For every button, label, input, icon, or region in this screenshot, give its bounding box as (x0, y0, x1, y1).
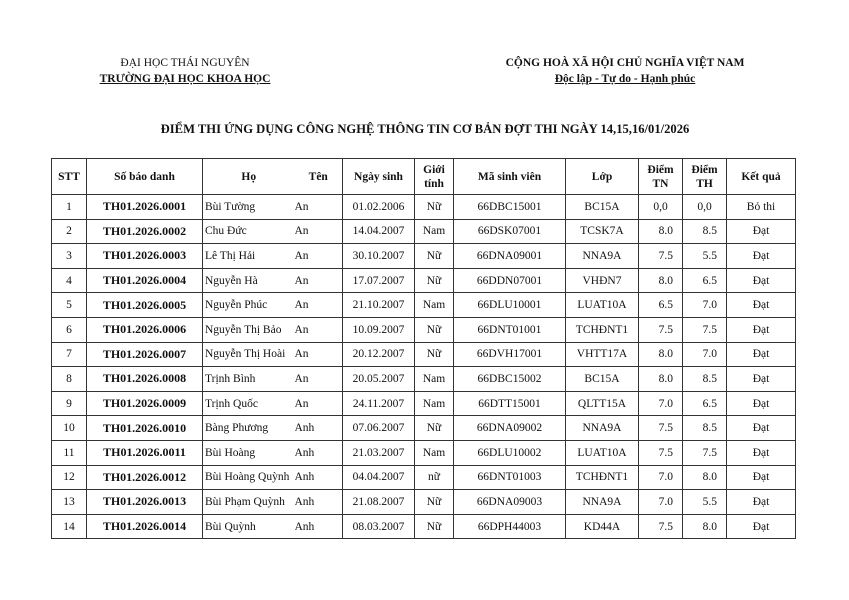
cell-gioi-tinh: Nữ (415, 268, 454, 293)
cell-gioi-tinh: nữ (415, 465, 454, 490)
cell-sbd: TH01.2026.0001 (87, 195, 203, 220)
cell-stt: 14 (52, 514, 87, 539)
cell-lop: LUAT10A (566, 440, 639, 465)
cell-diem-th: 0,0 (683, 195, 727, 220)
cell-lop: NNA9A (566, 416, 639, 441)
cell-ngay-sinh: 21.10.2007 (343, 293, 415, 318)
table-row (52, 367, 796, 392)
cell-diem-th: 7.5 (683, 317, 727, 342)
header-diem-tn (639, 159, 683, 195)
cell-stt: 11 (52, 440, 87, 465)
header-right (480, 55, 770, 87)
cell-stt: 6 (52, 317, 87, 342)
cell-sbd: TH01.2026.0014 (87, 514, 203, 539)
cell-gioi-tinh: Nữ (415, 490, 454, 515)
cell-lop: QLTT15A (566, 391, 639, 416)
cell-gioi-tinh: Nữ (415, 195, 454, 220)
cell-ten: Anh (295, 490, 343, 515)
cell-ngay-sinh: 10.09.2007 (343, 317, 415, 342)
cell-msv: 66DNA09001 (454, 244, 566, 269)
cell-ten: An (295, 244, 343, 269)
cell-diem-th: 6.5 (683, 268, 727, 293)
cell-lop: NNA9A (566, 490, 639, 515)
cell-sbd: TH01.2026.0004 (87, 268, 203, 293)
cell-sbd: TH01.2026.0010 (87, 416, 203, 441)
table-row (52, 391, 796, 416)
cell-diem-tn: 7.5 (639, 317, 683, 342)
header-ngay-sinh: Ngày sinh (343, 159, 415, 195)
cell-sbd: TH01.2026.0013 (87, 490, 203, 515)
cell-ngay-sinh: 14.04.2007 (343, 219, 415, 244)
cell-ten: An (295, 195, 343, 220)
cell-diem-th: 5.5 (683, 244, 727, 269)
cell-ket-qua: Đạt (727, 514, 796, 539)
cell-ket-qua: Đạt (727, 391, 796, 416)
cell-ket-qua: Đạt (727, 219, 796, 244)
cell-sbd: TH01.2026.0009 (87, 391, 203, 416)
cell-ho: Bùi Tường (203, 195, 295, 220)
table-row (52, 219, 796, 244)
cell-msv: 66DBC15001 (454, 195, 566, 220)
cell-ket-qua: Đạt (727, 416, 796, 441)
cell-ten: Anh (295, 514, 343, 539)
cell-stt: 5 (52, 293, 87, 318)
cell-msv: 66DNA09003 (454, 490, 566, 515)
cell-diem-tn: 8.0 (639, 342, 683, 367)
cell-ngay-sinh: 04.04.2007 (343, 465, 415, 490)
table-row (52, 195, 796, 220)
cell-msv: 66DNT01001 (454, 317, 566, 342)
cell-ho: Nguyễn Thị Hoài (203, 342, 295, 367)
cell-ten: An (295, 367, 343, 392)
cell-msv: 66DPH44003 (454, 514, 566, 539)
cell-diem-tn: 7.5 (639, 244, 683, 269)
grades-table (51, 158, 796, 539)
cell-ket-qua: Đạt (727, 440, 796, 465)
cell-lop: NNA9A (566, 244, 639, 269)
cell-gioi-tinh: Nam (415, 367, 454, 392)
cell-diem-th: 7.0 (683, 342, 727, 367)
cell-ten: An (295, 219, 343, 244)
cell-msv: 66DLU10001 (454, 293, 566, 318)
cell-ngay-sinh: 20.12.2007 (343, 342, 415, 367)
header-gioi-tinh-line2: tính (424, 177, 444, 190)
cell-msv: 66DLU10002 (454, 440, 566, 465)
cell-ket-qua: Đạt (727, 342, 796, 367)
cell-lop: LUAT10A (566, 293, 639, 318)
cell-sbd: TH01.2026.0005 (87, 293, 203, 318)
cell-sbd: TH01.2026.0007 (87, 342, 203, 367)
cell-ho: Bùi Quỳnh (203, 514, 295, 539)
header-lop: Lớp (566, 159, 639, 195)
cell-diem-tn: 7.5 (639, 440, 683, 465)
cell-lop: VHĐN7 (566, 268, 639, 293)
cell-sbd: TH01.2026.0008 (87, 367, 203, 392)
cell-sbd: TH01.2026.0002 (87, 219, 203, 244)
table-header-row (52, 159, 796, 195)
cell-ten: Anh (295, 440, 343, 465)
cell-lop: TCHĐNT1 (566, 465, 639, 490)
cell-diem-tn: 8.0 (639, 268, 683, 293)
cell-ho: Trịnh Bình (203, 367, 295, 392)
cell-ket-qua: Đạt (727, 367, 796, 392)
cell-ten: An (295, 293, 343, 318)
header-tn-line1: Điểm (647, 163, 674, 176)
cell-diem-th: 8.5 (683, 416, 727, 441)
cell-gioi-tinh: Nam (415, 293, 454, 318)
cell-diem-th: 8.0 (683, 465, 727, 490)
header-tn-line2: TN (652, 177, 669, 190)
cell-ngay-sinh: 07.06.2007 (343, 416, 415, 441)
cell-gioi-tinh: Nam (415, 440, 454, 465)
cell-ho: Trịnh Quốc (203, 391, 295, 416)
cell-diem-th: 8.5 (683, 367, 727, 392)
cell-stt: 9 (52, 391, 87, 416)
table-row (52, 342, 796, 367)
cell-msv: 66DTT15001 (454, 391, 566, 416)
cell-diem-th: 6.5 (683, 391, 727, 416)
cell-msv: 66DNT01003 (454, 465, 566, 490)
cell-gioi-tinh: Nữ (415, 416, 454, 441)
cell-msv: 66DDN07001 (454, 268, 566, 293)
cell-ten: An (295, 391, 343, 416)
header-left (60, 55, 310, 87)
cell-ket-qua: Đạt (727, 244, 796, 269)
cell-gioi-tinh: Nữ (415, 342, 454, 367)
table-row (52, 317, 796, 342)
cell-ho: Nguyễn Hà (203, 268, 295, 293)
cell-stt: 2 (52, 219, 87, 244)
cell-gioi-tinh: Nữ (415, 244, 454, 269)
cell-stt: 3 (52, 244, 87, 269)
header-msv: Mã sinh viên (454, 159, 566, 195)
cell-diem-tn: 7.5 (639, 416, 683, 441)
cell-ngay-sinh: 24.11.2007 (343, 391, 415, 416)
table-row (52, 293, 796, 318)
cell-ten: Anh (295, 416, 343, 441)
cell-msv: 66DNA09002 (454, 416, 566, 441)
cell-lop: BC15A (566, 367, 639, 392)
cell-ngay-sinh: 17.07.2007 (343, 268, 415, 293)
cell-diem-tn: 7.0 (639, 490, 683, 515)
cell-stt: 4 (52, 268, 87, 293)
cell-diem-th: 7.0 (683, 293, 727, 318)
cell-ngay-sinh: 21.03.2007 (343, 440, 415, 465)
header-th-line1: Điểm (691, 163, 718, 176)
cell-stt: 13 (52, 490, 87, 515)
cell-sbd: TH01.2026.0003 (87, 244, 203, 269)
cell-ket-qua: Đạt (727, 317, 796, 342)
cell-ket-qua: Đạt (727, 268, 796, 293)
cell-msv: 66DSK07001 (454, 219, 566, 244)
header-th-line2: TH (696, 177, 713, 190)
national-motto: CỘNG HOÀ XÃ HỘI CHỦ NGHĨA VIỆT NAM (505, 57, 745, 69)
document-title: ĐIỂM THI ỨNG DỤNG CÔNG NGHỆ THÔNG TIN CƠ BẢN ĐỢT THI NGÀY 14,15,16/01/2026 (160, 122, 690, 136)
cell-ten: Anh (295, 465, 343, 490)
university-name: ĐẠI HỌC THÁI NGUYÊN (120, 57, 250, 69)
cell-diem-th: 7.5 (683, 440, 727, 465)
header-gioi-tinh-line1: Giới (423, 163, 445, 176)
table-row (52, 490, 796, 515)
cell-ho: Nguyễn Phúc (203, 293, 295, 318)
cell-diem-tn: 7.5 (639, 514, 683, 539)
cell-ho: Bùi Hoàng (203, 440, 295, 465)
cell-diem-th: 5.5 (683, 490, 727, 515)
cell-lop: VHTT17A (566, 342, 639, 367)
cell-msv: 66DVH17001 (454, 342, 566, 367)
table-row (52, 465, 796, 490)
cell-ho: Bùi Phạm Quỳnh (203, 490, 295, 515)
header-ket-qua: Kết quả (727, 159, 796, 195)
cell-gioi-tinh: Nam (415, 219, 454, 244)
cell-sbd: TH01.2026.0006 (87, 317, 203, 342)
cell-ngay-sinh: 21.08.2007 (343, 490, 415, 515)
national-slogan: Độc lập - Tự do - Hạnh phúc (554, 73, 696, 85)
cell-ho: Bàng Phương (203, 416, 295, 441)
header-stt: STT (52, 159, 87, 195)
table-row (52, 514, 796, 539)
cell-diem-tn: 8.0 (639, 367, 683, 392)
table-row (52, 440, 796, 465)
cell-ten: An (295, 317, 343, 342)
cell-msv: 66DBC15002 (454, 367, 566, 392)
header-ho: Họ (203, 159, 295, 195)
header-diem-th (683, 159, 727, 195)
cell-diem-tn: 0,0 (639, 195, 683, 220)
cell-ngay-sinh: 08.03.2007 (343, 514, 415, 539)
cell-ket-qua: Đạt (727, 293, 796, 318)
cell-stt: 7 (52, 342, 87, 367)
cell-ngay-sinh: 01.02.2006 (343, 195, 415, 220)
cell-stt: 8 (52, 367, 87, 392)
cell-ho: Chu Đức (203, 219, 295, 244)
cell-ngay-sinh: 30.10.2007 (343, 244, 415, 269)
cell-stt: 1 (52, 195, 87, 220)
cell-gioi-tinh: Nữ (415, 317, 454, 342)
cell-lop: TCSK7A (566, 219, 639, 244)
cell-gioi-tinh: Nam (415, 391, 454, 416)
header-gioi-tinh (415, 159, 454, 195)
table-row (52, 416, 796, 441)
table-row (52, 244, 796, 269)
cell-diem-tn: 7.0 (639, 465, 683, 490)
cell-diem-tn: 6.5 (639, 293, 683, 318)
cell-ket-qua: Bỏ thi (727, 195, 796, 220)
cell-ho: Bùi Hoàng Quỳnh (203, 465, 295, 490)
cell-diem-tn: 7.0 (639, 391, 683, 416)
cell-diem-th: 8.0 (683, 514, 727, 539)
cell-lop: TCHĐNT1 (566, 317, 639, 342)
cell-sbd: TH01.2026.0012 (87, 465, 203, 490)
cell-gioi-tinh: Nữ (415, 514, 454, 539)
cell-ket-qua: Đạt (727, 490, 796, 515)
school-name: TRƯỜNG ĐẠI HỌC KHOA HỌC (99, 73, 271, 85)
cell-ngay-sinh: 20.05.2007 (343, 367, 415, 392)
cell-ten: An (295, 342, 343, 367)
cell-stt: 12 (52, 465, 87, 490)
cell-diem-tn: 8.0 (639, 219, 683, 244)
header-ten: Tên (295, 159, 343, 195)
header-sbd: Số báo danh (87, 159, 203, 195)
cell-lop: KD44A (566, 514, 639, 539)
cell-ket-qua: Đạt (727, 465, 796, 490)
cell-ho: Nguyễn Thị Bảo (203, 317, 295, 342)
cell-sbd: TH01.2026.0011 (87, 440, 203, 465)
cell-ten: An (295, 268, 343, 293)
cell-diem-th: 8.5 (683, 219, 727, 244)
cell-lop: BC15A (566, 195, 639, 220)
cell-ho: Lê Thị Hải (203, 244, 295, 269)
table-row (52, 268, 796, 293)
cell-stt: 10 (52, 416, 87, 441)
